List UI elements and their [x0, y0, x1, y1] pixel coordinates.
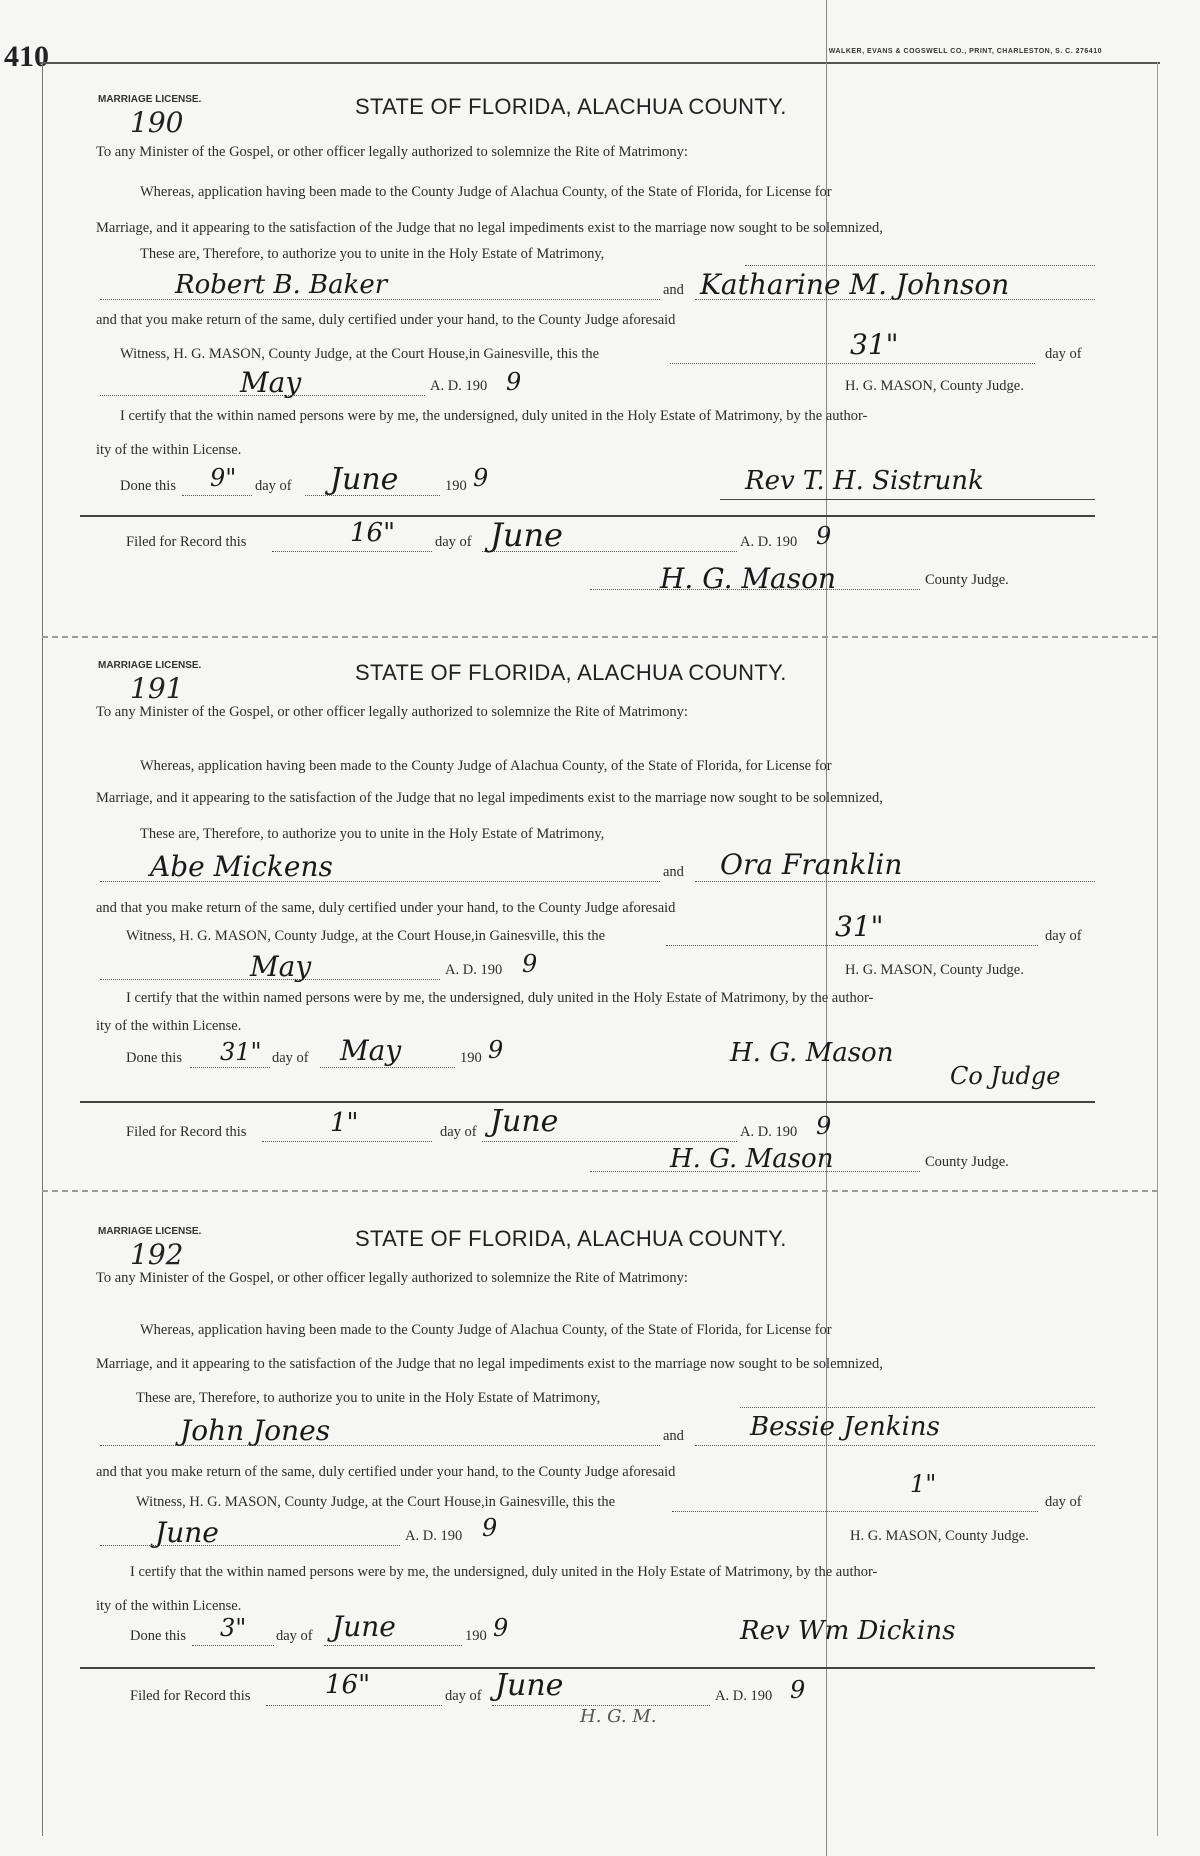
dotted-rule — [695, 880, 1095, 882]
dotted-rule — [672, 1510, 1038, 1512]
done-this-text: Done this — [130, 1628, 186, 1644]
dotted-rule — [740, 1406, 1095, 1408]
day-of-text: day of — [1045, 928, 1082, 944]
left-margin-rule — [42, 62, 43, 1836]
officiant-signature: H. G. Mason — [730, 1038, 894, 1068]
to-minister-text: To any Minister of the Gospel, or other officer legally authorized to solemnize the Rite of Matrimony: — [96, 1270, 688, 1286]
done-month: May — [340, 1034, 402, 1067]
dotted-rule — [745, 264, 1095, 266]
dotted-rule — [695, 298, 1095, 300]
filed-day-of-text: day of — [435, 534, 472, 550]
bride-name: Ora Franklin — [720, 848, 903, 881]
whereas-text: Whereas, application having been made to the County Judge of Alachua County, of the State of Florida, for License for — [140, 758, 832, 774]
done-day-of-text: day of — [272, 1050, 309, 1066]
certify-text-cont: ity of the within License. — [96, 1018, 242, 1034]
filed-day: 16" — [350, 518, 396, 548]
these-are-text: These are, Therefore, to authorize you to unite in the Holy Estate of Matrimony, — [140, 246, 605, 262]
dotted-rule — [670, 362, 1035, 364]
dotted-rule — [182, 494, 252, 496]
done-month: June — [330, 462, 399, 497]
license-title: STATE OF FLORIDA, ALACHUA COUNTY. — [355, 1226, 787, 1251]
license-title: STATE OF FLORIDA, ALACHUA COUNTY. — [355, 94, 787, 119]
dotted-rule — [100, 394, 425, 396]
judge-text: H. G. MASON, County Judge. — [850, 1528, 1029, 1544]
and-text: and — [663, 1428, 684, 1444]
page-number: 410 — [4, 40, 49, 73]
done-month: June — [332, 1610, 396, 1643]
dotted-rule — [590, 1170, 920, 1172]
filed-signature: H. G. Mason — [660, 562, 837, 595]
groom-name: Robert B. Baker — [175, 270, 388, 300]
section-separator — [42, 1190, 1158, 1192]
section-separator — [42, 636, 1158, 638]
to-minister-text: To any Minister of the Gospel, or other officer legally authorized to solemnize the Rite of Matrimony: — [96, 144, 688, 160]
done-day-of-text: day of — [276, 1628, 313, 1644]
groom-name: Abe Mickens — [150, 850, 333, 883]
witness-month: May — [250, 950, 312, 983]
license-label: MARRIAGE LICENSE. — [98, 660, 202, 671]
license-number: 191 — [130, 672, 184, 705]
witness-day: 1" — [910, 1470, 937, 1498]
filed-day: 16" — [325, 1670, 371, 1700]
license-label: MARRIAGE LICENSE. — [98, 1226, 202, 1237]
dotted-rule — [324, 1644, 462, 1646]
license-label: MARRIAGE LICENSE. — [98, 94, 202, 105]
dotted-rule — [100, 298, 660, 300]
day-of-text: day of — [1045, 346, 1082, 362]
witness-month: June — [155, 1516, 219, 1549]
filed-month: June — [490, 1104, 559, 1139]
done-day: 31" — [220, 1038, 262, 1066]
done-year-text: 190 — [445, 478, 467, 494]
dotted-rule — [190, 1066, 270, 1068]
filed-day: 1" — [330, 1108, 359, 1138]
ad-text: A. D. 190 — [445, 962, 503, 978]
whereas-text-cont: Marriage, and it appearing to the satisfaction of the Judge that no legal impediments exist to the marriage now sought to be solemnized, — [96, 790, 883, 806]
done-year-text: 190 — [460, 1050, 482, 1066]
filed-day-of-text: day of — [440, 1124, 477, 1140]
witness-text: Witness, H. G. MASON, County Judge, at the Court House,in Gainesville, this the — [120, 346, 600, 362]
whereas-text: Whereas, application having been made to the County Judge of Alachua County, of the State of Florida, for License for — [140, 184, 832, 200]
officiant-signature: Rev Wm Dickins — [740, 1616, 956, 1646]
section-rule — [80, 1100, 1095, 1103]
filed-ad-text: A. D. 190 — [740, 534, 798, 550]
ad-text: A. D. 190 — [405, 1528, 463, 1544]
witness-year: 9 — [482, 1514, 498, 1542]
done-day: 9" — [210, 464, 237, 492]
filed-ad-text: A. D. 190 — [715, 1688, 773, 1704]
filed-year: 9 — [816, 522, 832, 550]
filed-ad-text: A. D. 190 — [740, 1124, 798, 1140]
these-are-text: These are, Therefore, to authorize you to unite in the Holy Estate of Matrimony, — [136, 1390, 601, 1406]
county-judge-text: County Judge. — [925, 1154, 1009, 1170]
witness-day: 31" — [850, 328, 899, 361]
certify-text-cont: ity of the within License. — [96, 442, 242, 458]
witness-month: May — [240, 366, 302, 399]
dotted-rule — [695, 1444, 1095, 1446]
witness-day: 31" — [835, 910, 884, 943]
right-margin-rule — [1157, 62, 1158, 1836]
dotted-rule — [666, 944, 1038, 946]
to-minister-text: To any Minister of the Gospel, or other officer legally authorized to solemnize the Rite of Matrimony: — [96, 704, 688, 720]
dotted-rule — [100, 1444, 660, 1446]
done-year: 9 — [493, 1614, 509, 1642]
dotted-rule — [266, 1704, 442, 1706]
these-are-text: These are, Therefore, to authorize you to unite in the Holy Estate of Matrimony, — [140, 826, 605, 842]
done-this-text: Done this — [120, 478, 176, 494]
groom-name: John Jones — [180, 1414, 331, 1447]
witness-year: 9 — [522, 950, 538, 978]
whereas-text-cont: Marriage, and it appearing to the satisfaction of the Judge that no legal impediments exist to the marriage now sought to be solemnized, — [96, 1356, 883, 1372]
certify-text: I certify that the within named persons were by me, the undersigned, duly united in the Holy Estate of Matrimony, by the author- — [126, 990, 874, 1006]
filed-year: 9 — [790, 1676, 806, 1704]
dotted-rule — [272, 550, 432, 552]
day-of-text: day of — [1045, 1494, 1082, 1510]
filed-text: Filed for Record this — [126, 534, 247, 550]
section-rule — [80, 514, 1095, 517]
whereas-text: Whereas, application having been made to the County Judge of Alachua County, of the State of Florida, for License for — [140, 1322, 832, 1338]
done-year-text: 190 — [465, 1628, 487, 1644]
filed-signature: H. G. M. — [580, 1706, 657, 1727]
signature-rule — [720, 498, 1095, 500]
witness-year: 9 — [506, 368, 522, 396]
certify-text-cont: ity of the within License. — [96, 1598, 242, 1614]
judge-text: H. G. MASON, County Judge. — [845, 962, 1024, 978]
filed-text: Filed for Record this — [130, 1688, 251, 1704]
done-year: 9 — [488, 1036, 504, 1064]
filed-day-of-text: day of — [445, 1688, 482, 1704]
certify-text: I certify that the within named persons were by me, the undersigned, duly united in the Holy Estate of Matrimony, by the author- — [120, 408, 868, 424]
whereas-text-cont: Marriage, and it appearing to the satisfaction of the Judge that no legal impediments exist to the marriage now sought to be solemnized, — [96, 220, 883, 236]
and-text: and — [663, 864, 684, 880]
witness-text: Witness, H. G. MASON, County Judge, at the Court House,in Gainesville, this the — [126, 928, 606, 944]
county-judge-text: County Judge. — [925, 572, 1009, 588]
ad-text: A. D. 190 — [430, 378, 488, 394]
certify-text: I certify that the within named persons were by me, the undersigned, duly united in the Holy Estate of Matrimony, by the author- — [130, 1564, 878, 1580]
done-year: 9 — [473, 464, 489, 492]
filed-month: June — [490, 516, 563, 554]
done-day: 3" — [220, 1614, 247, 1642]
return-text: and that you make return of the same, duly certified under your hand, to the County Judge aforesaid — [96, 1464, 676, 1480]
top-rule — [40, 62, 1160, 64]
bride-name: Katharine M. Johnson — [700, 268, 1010, 301]
dotted-rule — [100, 978, 440, 980]
dotted-rule — [590, 588, 920, 590]
return-text: and that you make return of the same, duly certified under your hand, to the County Judge aforesaid — [96, 312, 676, 328]
dotted-rule — [100, 880, 660, 882]
bride-name: Bessie Jenkins — [750, 1412, 940, 1442]
and-text: and — [663, 282, 684, 298]
license-number: 192 — [130, 1238, 184, 1271]
witness-text: Witness, H. G. MASON, County Judge, at the Court House,in Gainesville, this the — [136, 1494, 616, 1510]
done-this-text: Done this — [126, 1050, 182, 1066]
filed-year: 9 — [816, 1112, 832, 1140]
printer-imprint: WALKER, EVANS & COGSWELL CO., PRINT, CHARLESTON, S. C. 276410 — [828, 48, 1102, 55]
dotted-rule — [482, 1140, 737, 1142]
officiant-signature: Rev T. H. Sistrunk — [745, 466, 984, 496]
judge-text: H. G. MASON, County Judge. — [845, 378, 1024, 394]
filed-month: June — [495, 1668, 564, 1703]
done-day-of-text: day of — [255, 478, 292, 494]
section-rule — [80, 1666, 1095, 1669]
officiant-title: Co Judge — [950, 1062, 1061, 1090]
filed-signature: H. G. Mason — [670, 1144, 834, 1174]
filed-text: Filed for Record this — [126, 1124, 247, 1140]
license-number: 190 — [130, 106, 184, 139]
dotted-rule — [192, 1644, 274, 1646]
dotted-rule — [262, 1140, 432, 1142]
return-text: and that you make return of the same, duly certified under your hand, to the County Judge aforesaid — [96, 900, 676, 916]
dotted-rule — [100, 1544, 400, 1546]
license-title: STATE OF FLORIDA, ALACHUA COUNTY. — [355, 660, 787, 685]
